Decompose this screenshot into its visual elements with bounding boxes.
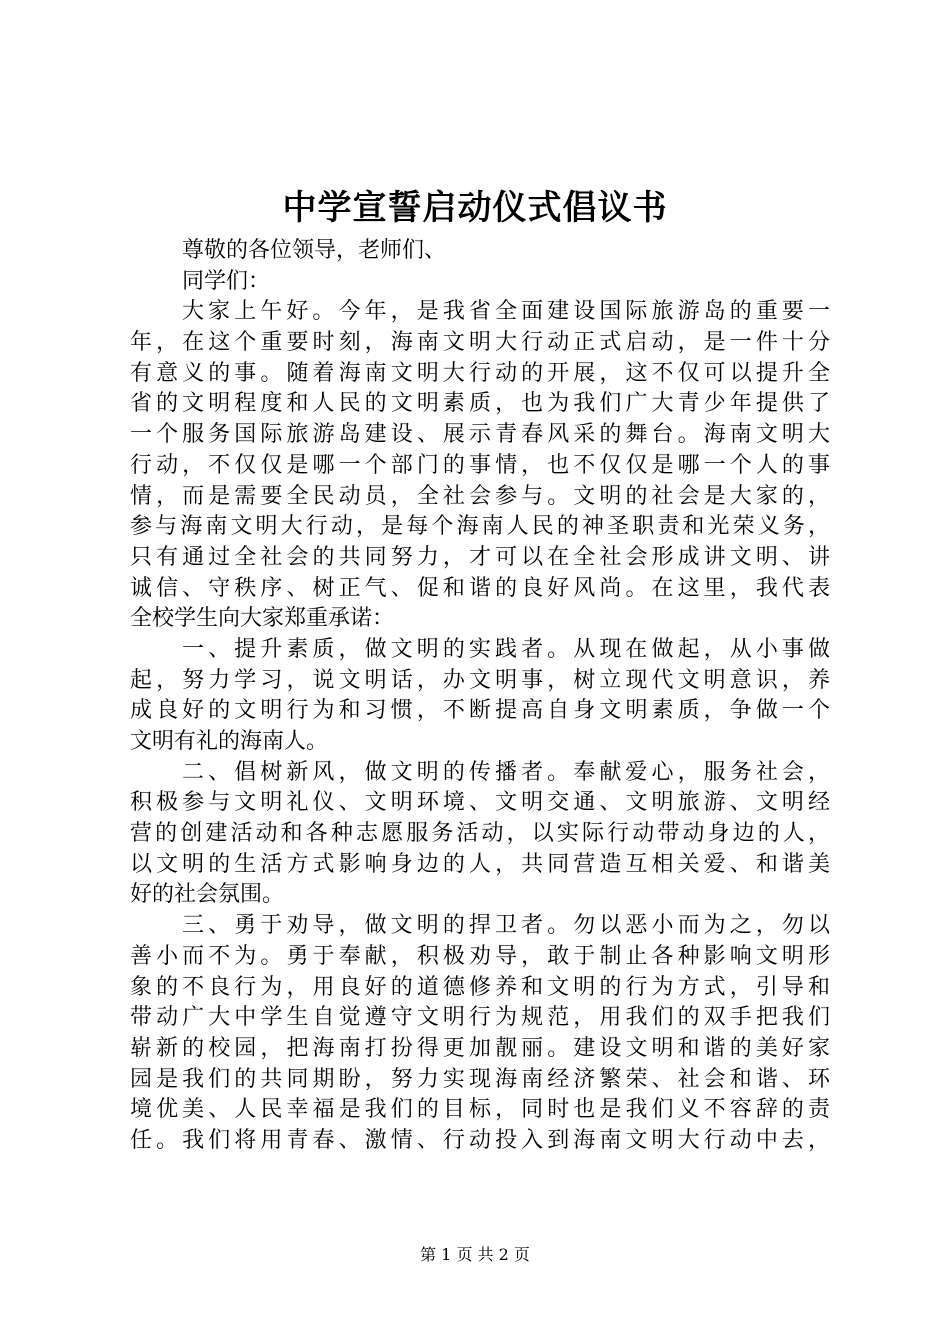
body-line: 年，在这个重要时刻，海南文明大行动正式启动，是一件十分: [130, 330, 830, 356]
body-line: 成良好的文明行为和习惯，不断提高自身文明素质，争做一个: [130, 698, 830, 724]
body-line: 情，而是需要全民动员，全社会参与。文明的社会是大家的，: [130, 483, 830, 509]
body-line: 好的社会氛围。: [130, 882, 285, 908]
body-line: 全校学生向大家郑重承诺：: [130, 606, 395, 632]
body-line: 任。我们将用青春、激情、行动投入到海南文明大行动中去，: [130, 1127, 830, 1153]
body-line: 善小而不为。勇于奉献，积极劝导，敢于制止各种影响文明形: [130, 943, 830, 969]
body-line: 三、勇于劝导，做文明的捍卫者。勿以恶小而为之，勿以: [182, 913, 830, 939]
body-line: 参与海南文明大行动，是每个海南人民的神圣职责和光荣义务，: [130, 514, 830, 540]
body-line: 带动广大中学生自觉遵守文明行为规范，用我们的双手把我们: [130, 1005, 830, 1031]
body-line: 大家上午好。今年，是我省全面建设国际旅游岛的重要一: [182, 299, 830, 325]
body-line: 文明有礼的海南人。: [130, 729, 329, 754]
body-line: 象的不良行为，用良好的道德修养和文明的行为方式，引导和: [130, 974, 830, 1000]
body-line: 行动，不仅仅是哪一个部门的事情，也不仅仅是哪一个人的事: [130, 452, 830, 478]
document-body: [130, 236, 830, 1157]
body-line: 诚信、守秩序、树正气、促和谐的良好风尚。在这里，我代表: [130, 575, 830, 601]
body-line: 省的文明程度和人民的文明素质，也为我们广大青少年提供了: [130, 391, 830, 417]
body-line: 有意义的事。随着海南文明大行动的开展，这不仅可以提升全: [130, 360, 830, 386]
body-line: 境优美、人民幸福是我们的目标，同时也是我们义不容辞的责: [130, 1097, 830, 1123]
page-footer: 第 1 页 共 2 页: [420, 1245, 530, 1264]
document-title: 中学宣誓启动仪式倡议书: [282, 188, 668, 228]
body-line: 一个服务国际旅游岛建设、展示青春风采的舞台。海南文明大: [130, 422, 830, 448]
body-line: 二、倡树新风，做文明的传播者。奉献爱心，服务社会，: [182, 759, 830, 785]
body-line: 同学们：: [182, 268, 271, 294]
body-line: 尊敬的各位领导，老师们、: [182, 238, 447, 263]
body-line: 崭新的校园，把海南打扮得更加靓丽。建设文明和谐的美好家: [130, 1035, 830, 1061]
body-line: 一、提升素质，做文明的实践者。从现在做起，从小事做: [182, 636, 830, 662]
body-line: 积极参与文明礼仪、文明环境、文明交通、文明旅游、文明经: [130, 790, 830, 816]
body-line: 园是我们的共同期盼，努力实现海南经济繁荣、社会和谐、环: [130, 1066, 830, 1092]
body-line: 以文明的生活方式影响身边的人，共同营造互相关爱、和谐美: [130, 851, 830, 877]
body-line: 只有通过全社会的共同努力，才可以在全社会形成讲文明、讲: [130, 544, 830, 570]
body-line: 营的创建活动和各种志愿服务活动，以实际行动带动身边的人，: [130, 821, 830, 847]
body-line: 起，努力学习，说文明话，办文明事，树立现代文明意识，养: [130, 667, 830, 693]
